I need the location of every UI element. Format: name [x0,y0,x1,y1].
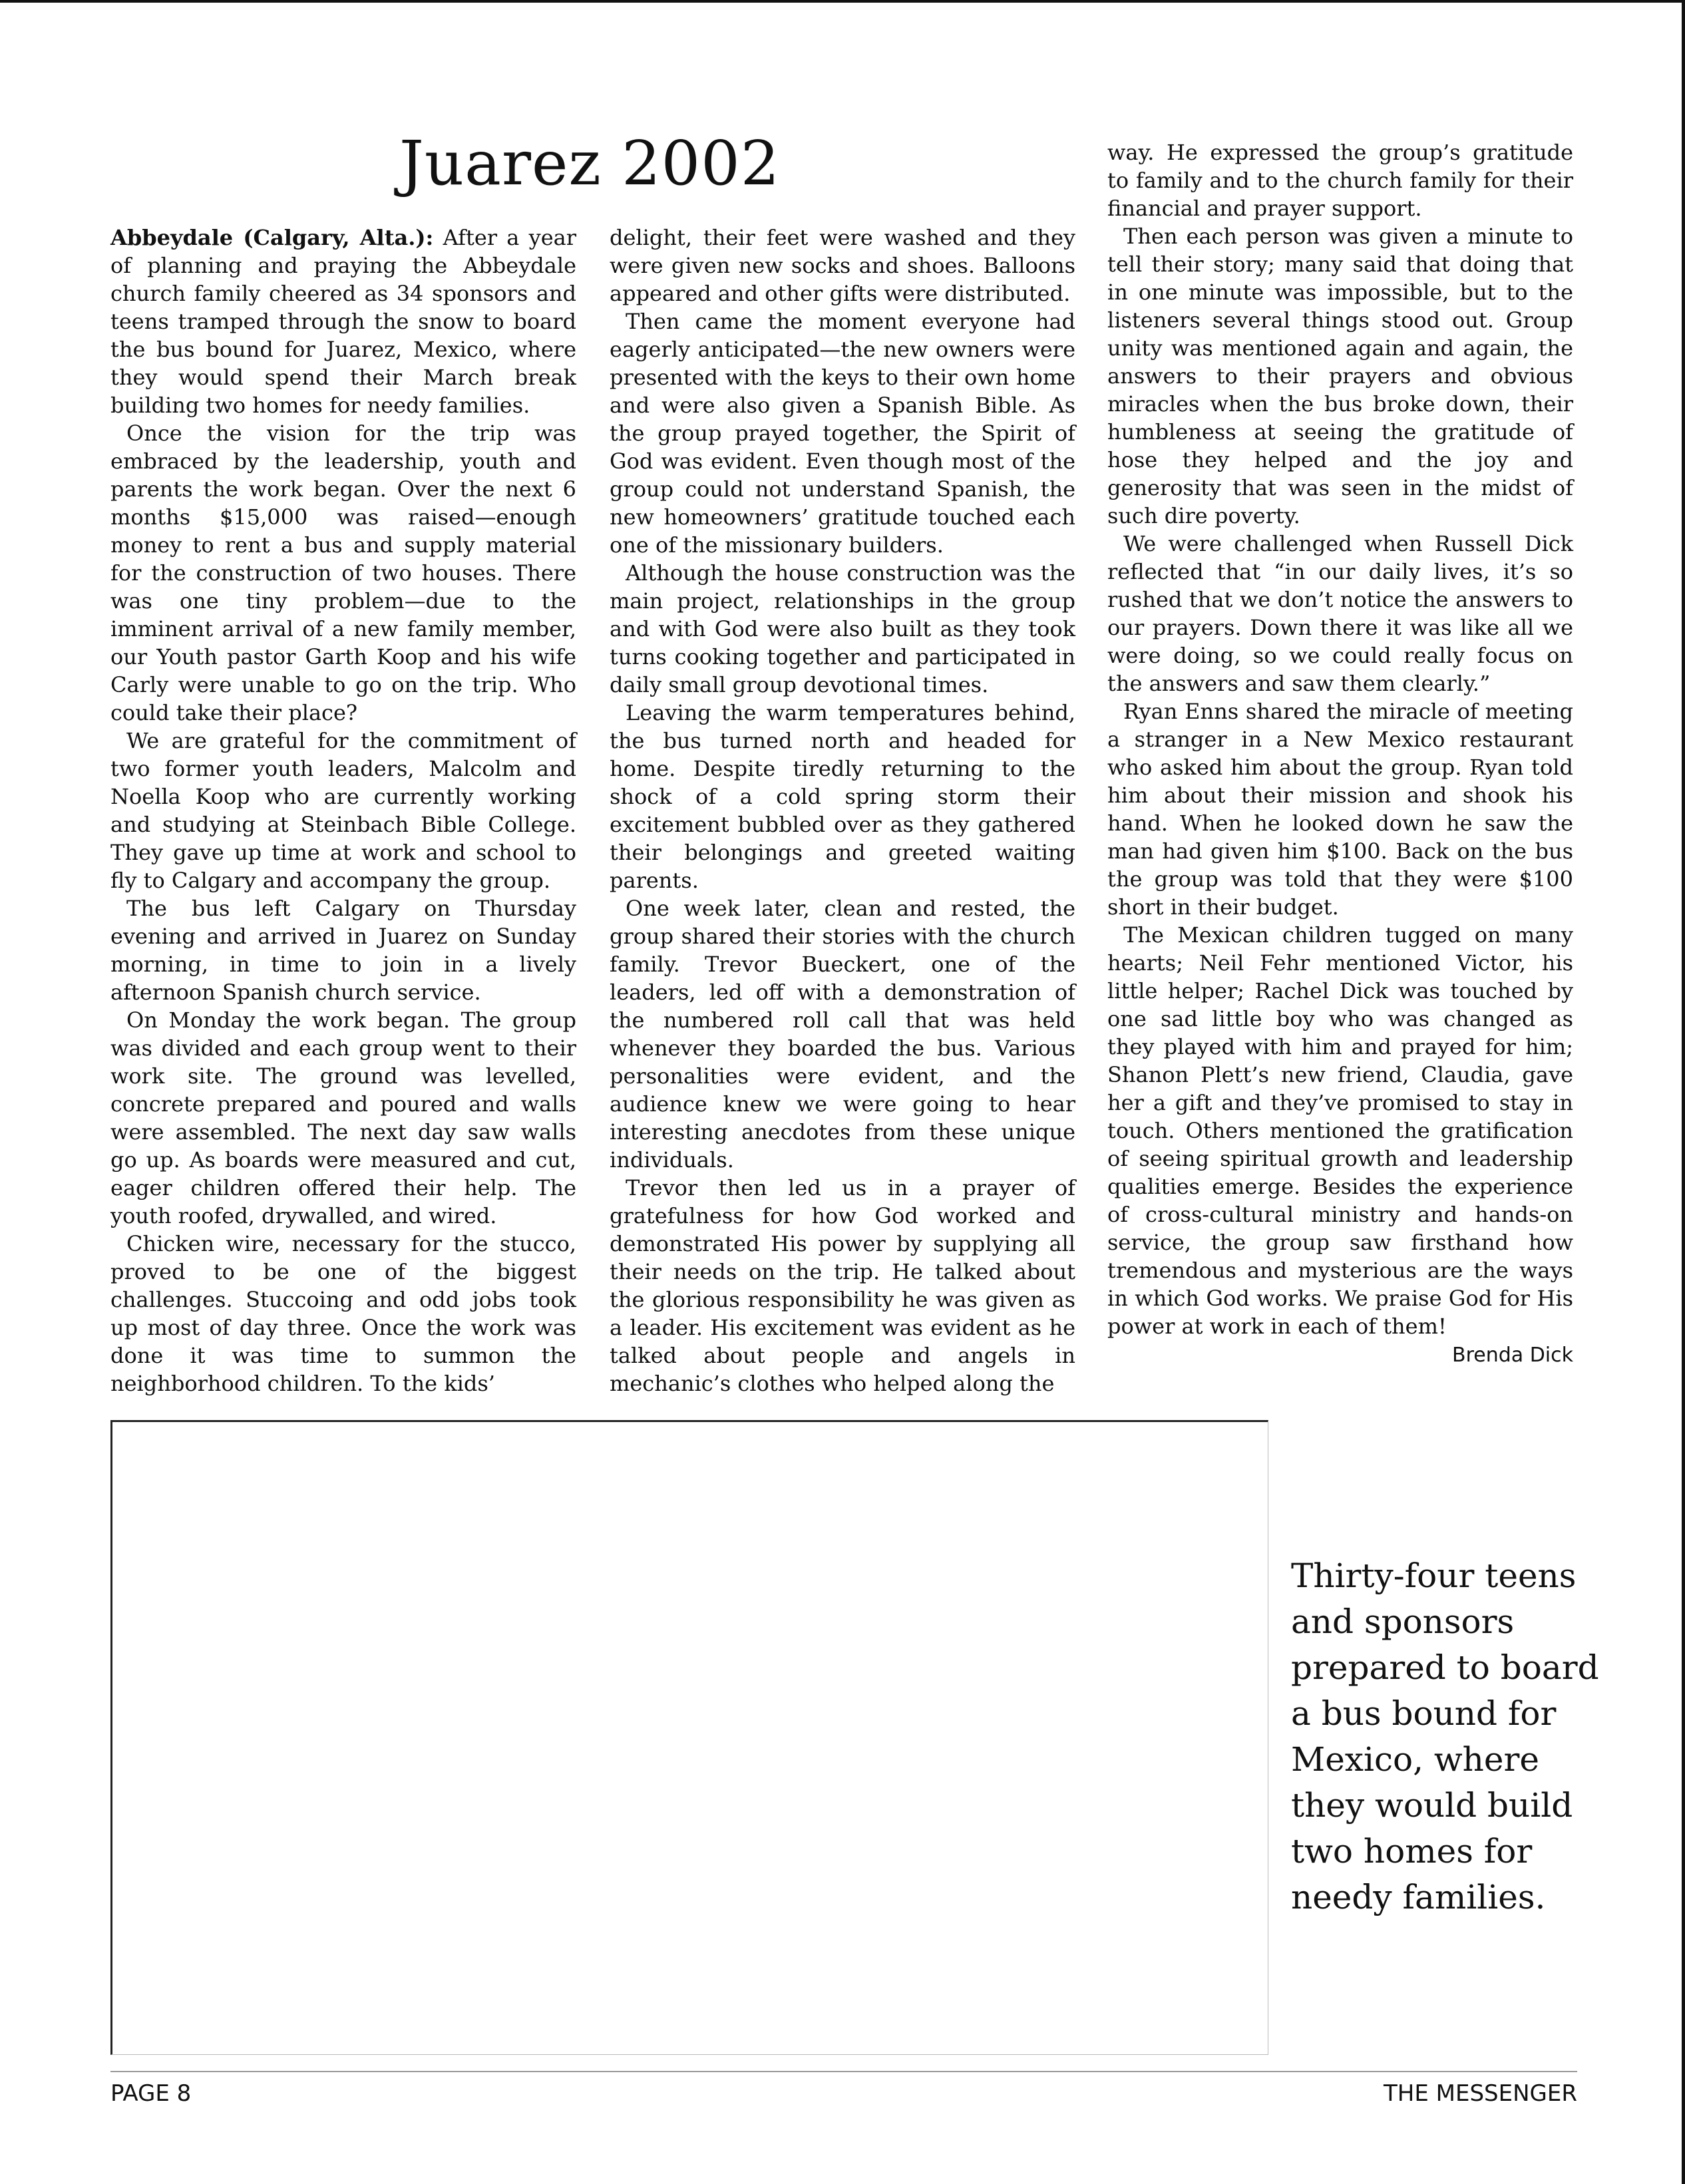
page-border-top [0,0,1685,3]
page-border-right [1682,0,1685,2184]
photo-placeholder [110,1420,1268,2055]
article-paragraph: Leaving the warm temperatures behind, the bus turned north and headed for home. Despite tiredly returning to the shock of a cold spring storm their excitement bubbled over as they gathered their belongings and greeted waiting parents. [610,700,1075,893]
article-paragraph: One week later, clean and rested, the group shared their stories with the church family. Trevor Bueckert, one of the leaders, led off with a demonstration of the numbered roll call that was held whenever they boarded the bus. Various personalities were evident, and the audience knew we were going to hear interesting anecdotes from these unique individuals. [610,896,1075,1173]
article-paragraph: We are grateful for the commitment of two former youth leaders, Malcolm and Noella Koop who are currently working and studying at Steinbach Bible College. They gave up time at work and school to fly to Calgary and accompany the group. [110,728,576,893]
footer-divider [110,2071,1577,2072]
article-paragraph: way. He expressed the group’s gratitude to family and to the church family for their financial and prayer support. [1107,140,1573,221]
article-paragraph: Trevor then led us in a prayer of gratefulness for how God worked and demonstrated His power by supplying all their needs on the trip. He talked about the glorious responsibility he was given as a leader. His excitement was evident as he talked about people and angels in mechanic’s clothes who helped along the [610,1175,1075,1396]
article-paragraph: Ryan Enns shared the miracle of meeting a stranger in a New Mexico restaurant who asked him about the group. Ryan told him about their mission and shook his hand. When he looked down he saw the man had given him $100. Back on the bus the group was told that they were $100 short in their budget. [1107,699,1573,920]
article-title: Juarez 2002 [399,128,781,199]
page-number: PAGE 8 [110,2080,192,2107]
publication-name: THE MESSENGER [1384,2080,1577,2107]
article-paragraph: Once the vision for the trip was embraced by the leadership, youth and parents the work began. Over the next 6 months $15,000 was raised—enough money to rent a bus and supply material for the construction of two houses. There was one tiny problem—due to the imminent arrival of a new family member, our Youth pastor Garth Koop and his wife Carly were unable to go on the trip. Who could take their place? [110,421,576,725]
article-paragraph: On Monday the work began. The group was divided and each group went to their work site. The ground was levelled, concrete prepared and poured and walls were assembled. The next day saw walls go up. As boards were measured and cut, eager children offered their help. The youth roofed, drywalled, and wired. [110,1007,576,1228]
article-paragraph: Then came the moment everyone had eagerly anticipated—the new owners were presented with the keys to their own home and were also given a Spanish Bible. As the group prayed together, the Spirit of God was evident. Even though most of the group could not understand Spanish, the new homeowners’ gratitude touched each one of the missionary builders. [610,309,1075,558]
article-paragraph: The Mexican children tugged on many hearts; Neil Fehr mentioned Victor, his little helper; Rachel Dick was touched by one sad little boy who was changed as they played with him and prayed for him; Shanon Plett’s new friend, Claudia, gave her a gift and they’ve promised to stay in touch. Others mentioned the gratification of seeing spiritual growth and leadership qualities emerge. Besides the experience of cross-cultural ministry and hands-on service, the group saw firsthand how tremendous and mysterious are the ways in which God works. We praise God for His power at work in each of them! [1107,922,1573,1339]
article-paragraph: Then each person was given a minute to tell their story; many said that doing that in one minute was impossible, but to the listeners several things stood out. Group unity was mentioned again and again, the answers to their prayers and obvious miracles when the bus broke down, their humbleness at seeing the gratitude of hose they helped and the joy and generosity that was seen in the midst of such dire poverty. [1107,224,1573,528]
article-paragraph: The bus left Calgary on Thursday evening and arrived in Juarez on Sunday morning, in time to join in a lively afternoon Spanish church service. [110,896,576,1005]
article-column-3 [1107,138,1573,1367]
article-column-1 [110,224,576,1395]
article-paragraph: Chicken wire, necessary for the stucco, proved to be one of the biggest challenges. Stuccoing and odd jobs took up most of day three. Once the work was done it was time to summon the neighborhood children. To the kids’ [110,1231,576,1396]
dateline: Abbeydale (Calgary, Alta.): [110,225,434,250]
article-paragraph: Although the house construction was the main project, relationships in the group and with God were also built as they took turns cooking together and participated in daily small group devotional times. [610,560,1075,697]
article-paragraph: Abbeydale (Calgary, Alta.): After a year of planning and praying the Abbeydale church family cheered as 34 sponsors and teens tramped through the snow to board the bus bound for Juarez, Mexico, where they would spend their March break building two homes for needy families. [110,225,577,418]
article-column-2 [610,224,1075,1395]
photo-caption: Thirty-four teens and sponsors prepared to board a bus bound for Mexico, where they would build two homes for needy families. [1291,1556,1599,1916]
article-paragraph: delight, their feet were washed and they were given new socks and shoes. Balloons appeared and other gifts were distributed. [610,225,1075,306]
author-byline: Brenda Dick [1452,1344,1573,1367]
article-paragraph: We were challenged when Russell Dick reflected that “in our daily lives, it’s so rushed that we don’t notice the answers to our prayers. Down there it was like all we were doing, so we could really focus on the answers and saw them clearly.” [1107,531,1573,696]
